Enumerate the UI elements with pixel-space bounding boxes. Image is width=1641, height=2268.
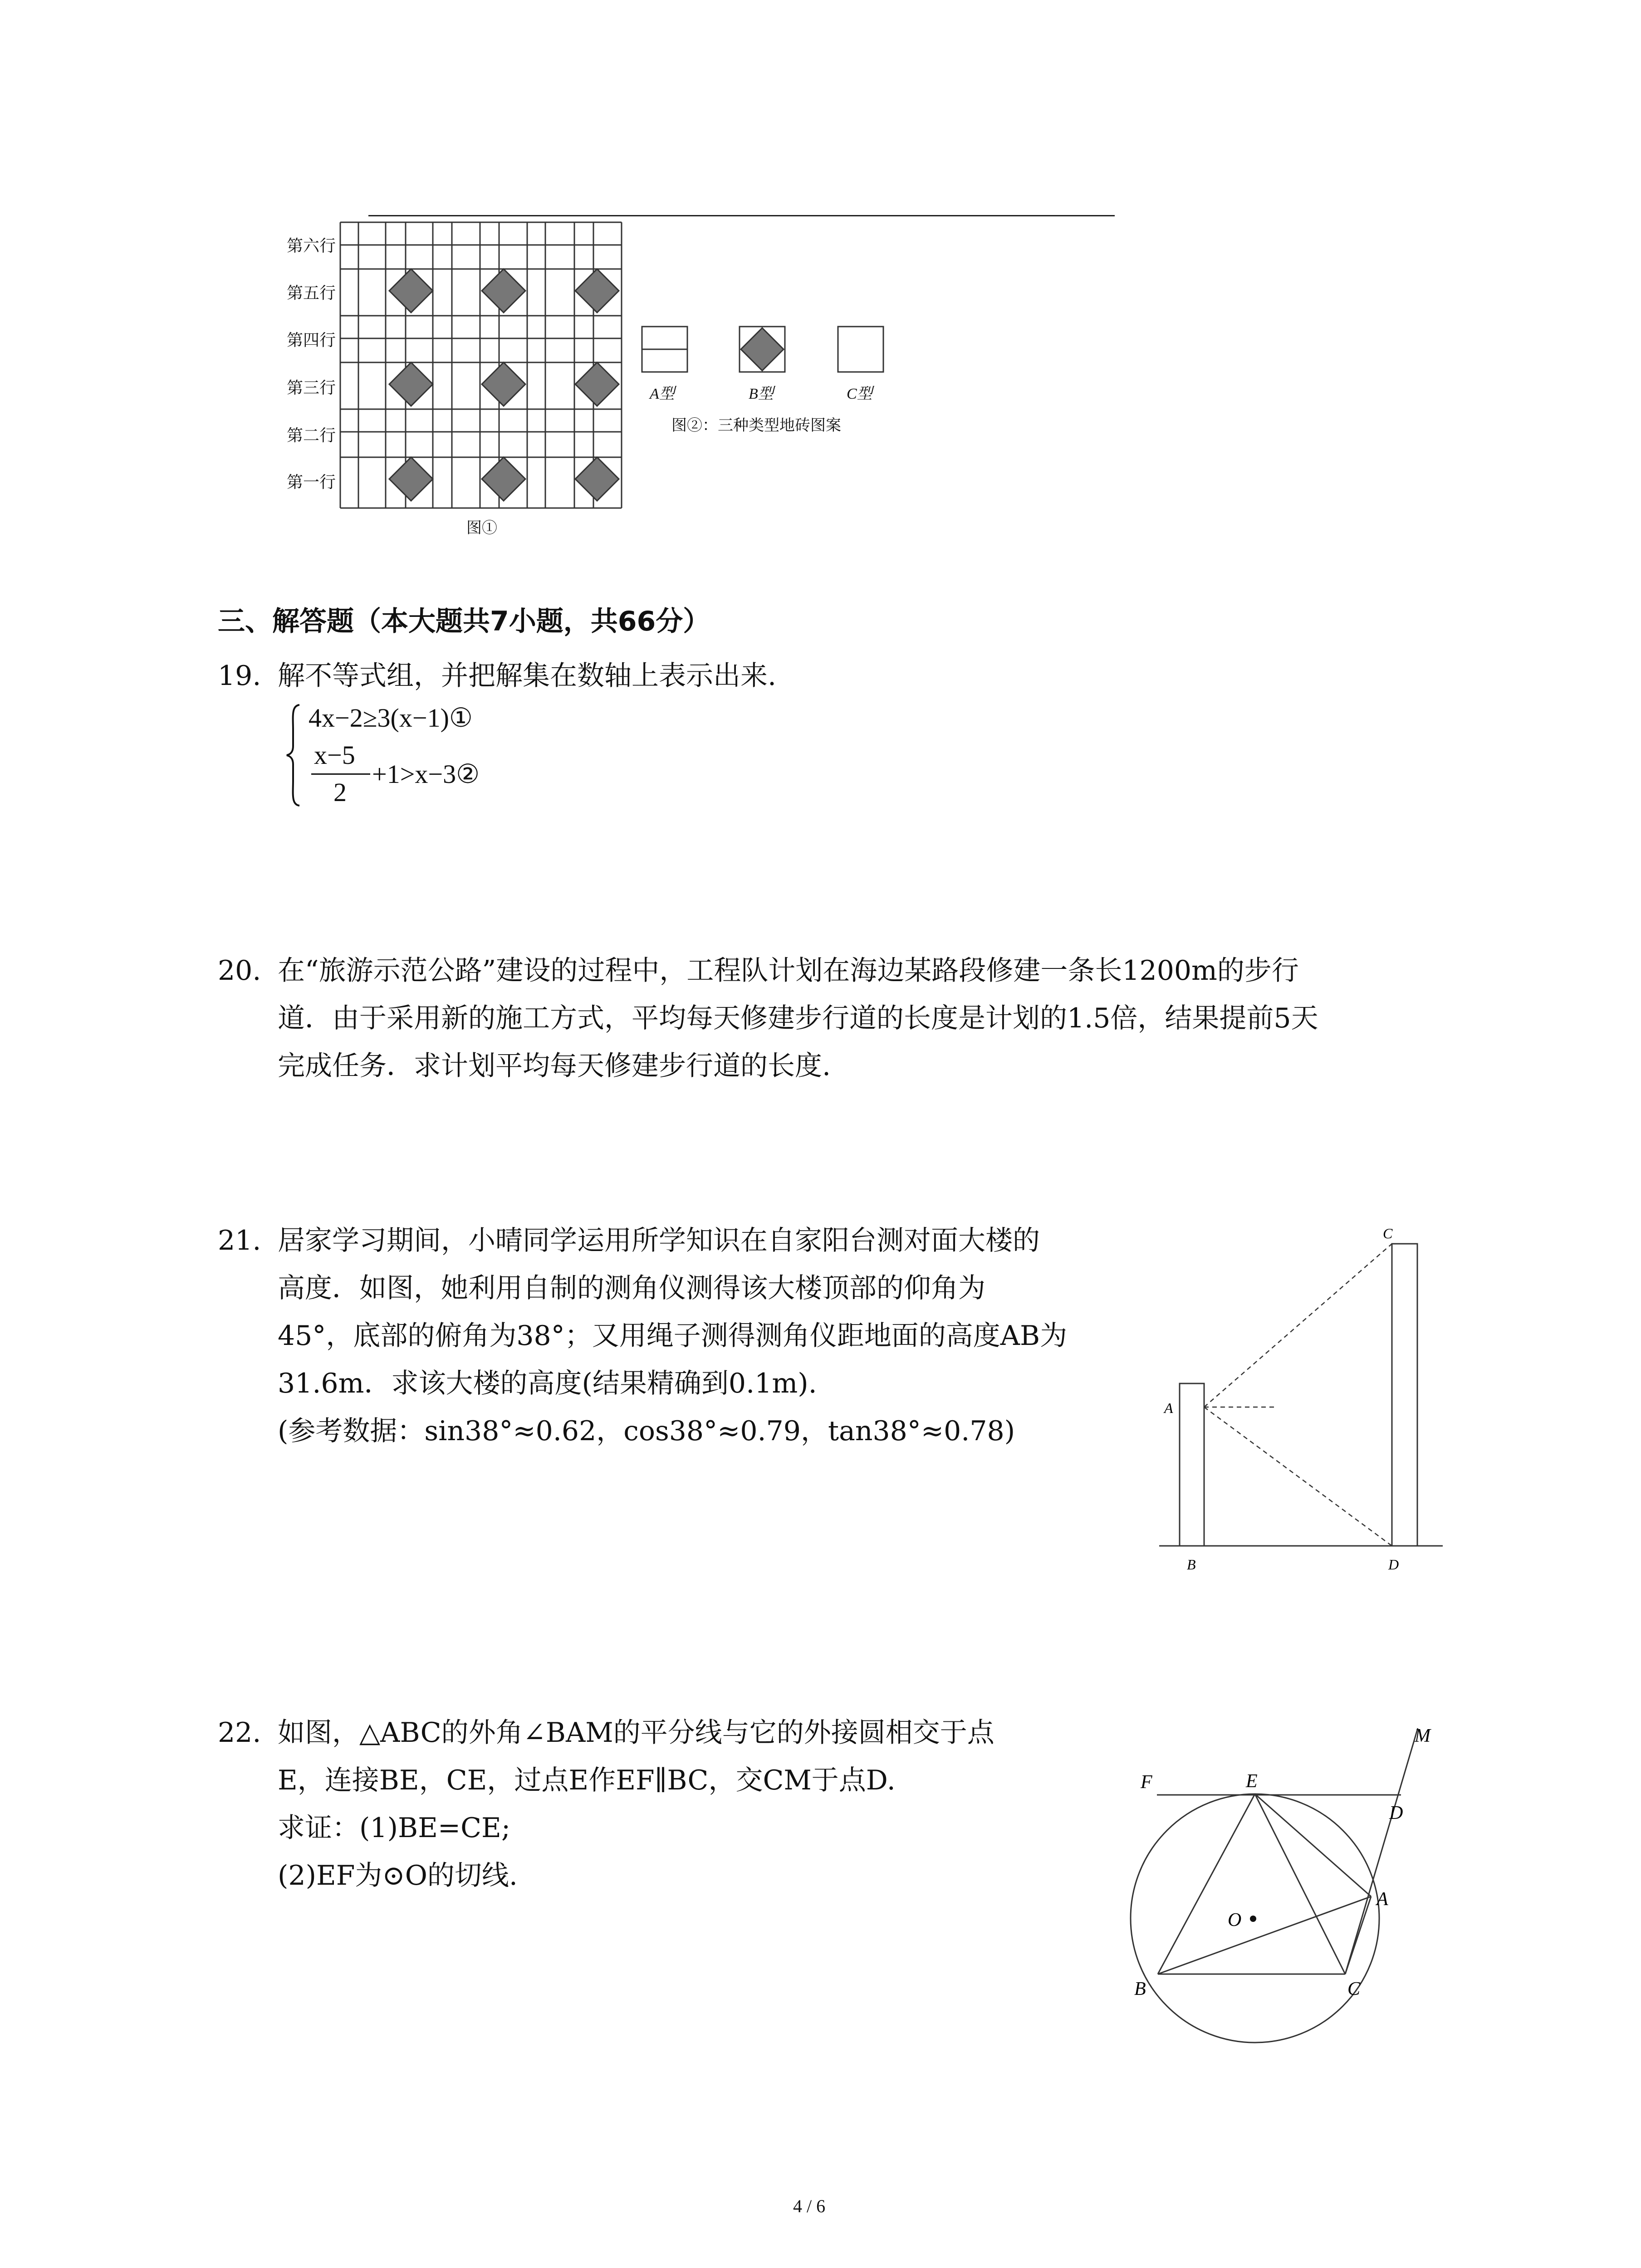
label-e: E bbox=[1246, 1771, 1258, 1792]
q22-number: 22. bbox=[218, 1717, 261, 1749]
row-label-2: 第二行 bbox=[287, 426, 336, 445]
row-label-5: 第五行 bbox=[287, 284, 336, 303]
tile-c bbox=[838, 327, 883, 372]
label-a: A bbox=[1376, 1889, 1388, 1910]
figure2-caption: 图②：三种类型地砖图案 bbox=[671, 416, 841, 435]
q22-line-1: 如图，△ABC的外角∠BAM的平分线与它的外接圆相交于点 bbox=[278, 1717, 994, 1749]
q20-line-1: 在“旅游示范公路”建设的过程中，工程队计划在海边某路段修建一条长1200m的步行 bbox=[278, 955, 1299, 987]
label-a: A bbox=[1164, 1400, 1173, 1416]
q22-line-3: 求证：(1)BE=CE; bbox=[278, 1812, 511, 1844]
q21-line-4: 31.6m．求该大楼的高度(结果精确到0.1m). bbox=[278, 1368, 817, 1399]
label-f: F bbox=[1141, 1772, 1152, 1793]
fraction-bar bbox=[311, 773, 370, 775]
q20-line-2: 道．由于采用新的施工方式，平均每天修建步行道的长度是计划的1.5倍，结果提前5天 bbox=[278, 1002, 1318, 1034]
page-number: 4 / 6 bbox=[793, 2196, 826, 2216]
inequality-2-rest: +1>x−3② bbox=[372, 759, 480, 789]
label-d: D bbox=[1389, 1803, 1403, 1823]
building-figure bbox=[1152, 1220, 1443, 1579]
q21-line-5: (参考数据：sin38°≈0.62，cos38°≈0.79，tan38°≈0.78) bbox=[278, 1415, 1015, 1447]
q21-number: 21. bbox=[218, 1225, 261, 1256]
q19-number: 19. bbox=[218, 660, 261, 692]
tile-b-label: B型 bbox=[749, 386, 774, 402]
label-b: B bbox=[1134, 1979, 1146, 1999]
q19-text: 解不等式组，并把解集在数轴上表示出来. bbox=[278, 660, 777, 692]
q21-line-1: 居家学习期间，小晴同学运用所学知识在自家阳台测对面大楼的 bbox=[278, 1225, 1040, 1256]
q21-line-2: 高度．如图，她利用自制的测角仪测得该大楼顶部的仰角为 bbox=[278, 1272, 985, 1304]
inequality-2-denominator: 2 bbox=[333, 777, 347, 807]
q20-number: 20. bbox=[218, 955, 261, 987]
label-b: B bbox=[1187, 1556, 1196, 1573]
row-label-4: 第四行 bbox=[287, 331, 336, 350]
tile-a-label: A型 bbox=[650, 386, 675, 402]
inequality-2-numerator: x−5 bbox=[314, 740, 355, 770]
q22-line-2: E，连接BE，CE，过点E作EF∥BC，交CM于点D. bbox=[278, 1765, 896, 1796]
inequality-1: 4x−2≥3(x−1)① bbox=[309, 703, 473, 733]
row-label-1: 第一行 bbox=[287, 473, 336, 492]
tile-types-figure bbox=[640, 324, 894, 379]
label-c: C bbox=[1347, 1979, 1361, 1999]
row-label-3: 第三行 bbox=[287, 379, 336, 397]
q20-line-3: 完成任务．求计划平均每天修建步行道的长度. bbox=[278, 1050, 831, 1082]
section-title: 三、解答题（本大题共7小题，共66分） bbox=[218, 606, 710, 637]
top-rule bbox=[368, 215, 1115, 216]
figure1-caption: 图① bbox=[466, 519, 497, 537]
label-c: C bbox=[1383, 1225, 1393, 1242]
q21-line-3: 45°，底部的俯角为38°；又用绳子测得测角仪距地面的高度AB为 bbox=[278, 1320, 1068, 1352]
center-point bbox=[1250, 1916, 1256, 1922]
label-d: D bbox=[1388, 1556, 1399, 1573]
label-m: M bbox=[1415, 1725, 1430, 1746]
circle-figure bbox=[1121, 1715, 1447, 2014]
row-label-6: 第六行 bbox=[287, 237, 336, 255]
system-brace bbox=[285, 703, 303, 807]
label-o: O bbox=[1228, 1910, 1242, 1931]
q22-line-4: (2)EF为⊙O的切线. bbox=[278, 1860, 518, 1892]
tile-c-label: C型 bbox=[847, 386, 872, 402]
tile-grid-figure bbox=[336, 218, 635, 517]
